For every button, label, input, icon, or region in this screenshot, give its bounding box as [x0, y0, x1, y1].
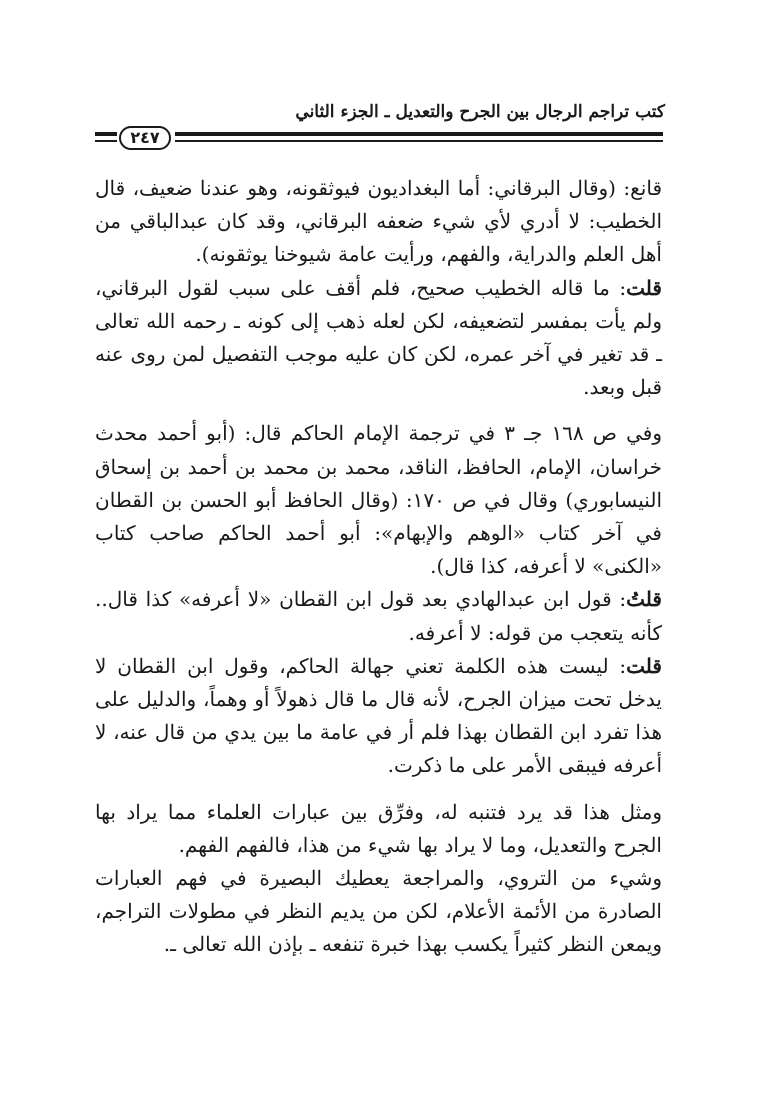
paragraph-4 [95, 583, 662, 649]
header-rule-line-thin [175, 140, 663, 142]
paragraph-3 [95, 417, 662, 583]
paragraph-text: : ليست هذه الكلمة تعني جهالة الحاكم، وقول ابن القطان لا يدخل تحت ميزان الجرح، لأنه قال ما قال ذهولاً أو وهماً، والدليل على هذا تفرد ابن القطان بهذا فلم أر في عامة ما بين يدي من قال عنه، لا أعرفه فيبقى الأمر على ما ذكرت. [95, 653, 662, 778]
header-rule-line-thick [175, 132, 663, 136]
paragraph-lead: قلتُ [626, 587, 662, 612]
header-rule-line-left [95, 132, 117, 136]
paragraph-6 [95, 796, 662, 862]
paragraph-text: : ما قاله الخطيب صحيح، فلم أقف على سبب لقول البرقاني، ولم يأت بمفسر لتضعيفه، لكن لعله ذهب إلى كونه ـ رحمه الله تعالى ـ قد تغير في آخر عمره، لكن كان عليه موجب التفصيل لمن روى عنه قبل وبعد. [95, 275, 662, 400]
body-text [95, 172, 662, 962]
header-rule [95, 126, 663, 152]
running-title: كتب تراجم الرجال بين الجرح والتعديل ـ الجزء الثاني [295, 102, 665, 122]
paragraph-2 [95, 272, 662, 405]
paragraph-5 [95, 650, 662, 783]
paragraph-text: ومثل هذا قد يرد فتنبه له، وفرِّق بين عبارات العلماء مما يراد بها الجرح والتعديل، وما لا يراد بها شيء من هذا، فالفهم الفهم. [95, 799, 662, 857]
paragraph-1 [95, 172, 662, 272]
paragraph-7 [95, 862, 662, 962]
paragraph-lead: قلت [626, 653, 662, 678]
paragraph-text: وفي ص ١٦٨ جـ ٣ في ترجمة الإمام الحاكم قال: (أبو أحمد محدث خراسان، الإمام، الحافظ، الناقد، محمد بن محمد بن أحمد بن إسحاق النيسابوري) وقال في ص ١٧٠: (وقال الحافظ أبو الحسن بن القطان في آخر كتاب «الوهم والإبهام»: أبو أحمد الحاكم صاحب كتاب «الكنى» لا أعرفه، كذا قال). [95, 421, 662, 579]
paragraph-text: : قول ابن عبدالهادي بعد قول ابن القطان «لا أعرفه» كذا قال.. كأنه يتعجب من قوله: لا أعرفه. [95, 587, 662, 645]
page-number: ٢٤٧ [119, 126, 171, 150]
paragraph-lead: قلت [626, 275, 662, 300]
header-rule-line-left-thin [95, 140, 117, 142]
paragraph-text: وشيء من التروي، والمراجعة يعطيك البصيرة في فهم العبارات الصادرة من الأئمة الأعلام، لكن من يديم النظر في مطولات التراجم، ويمعن النظر كثيراً يكسب بهذا خبرة تنفعه ـ بإذن الله تعالى ـ. [95, 866, 662, 957]
paragraph-text: قانع: (وقال البرقاني: أما البغداديون فيوثقونه، وهو عندنا ضعيف، قال الخطيب: لا أدري لأي شيء ضعفه البرقاني، وقد كان عبدالباقي من أهل العلم والدراية، والفهم، ورأيت عامة شيوخنا يوثقونه). [95, 176, 662, 267]
